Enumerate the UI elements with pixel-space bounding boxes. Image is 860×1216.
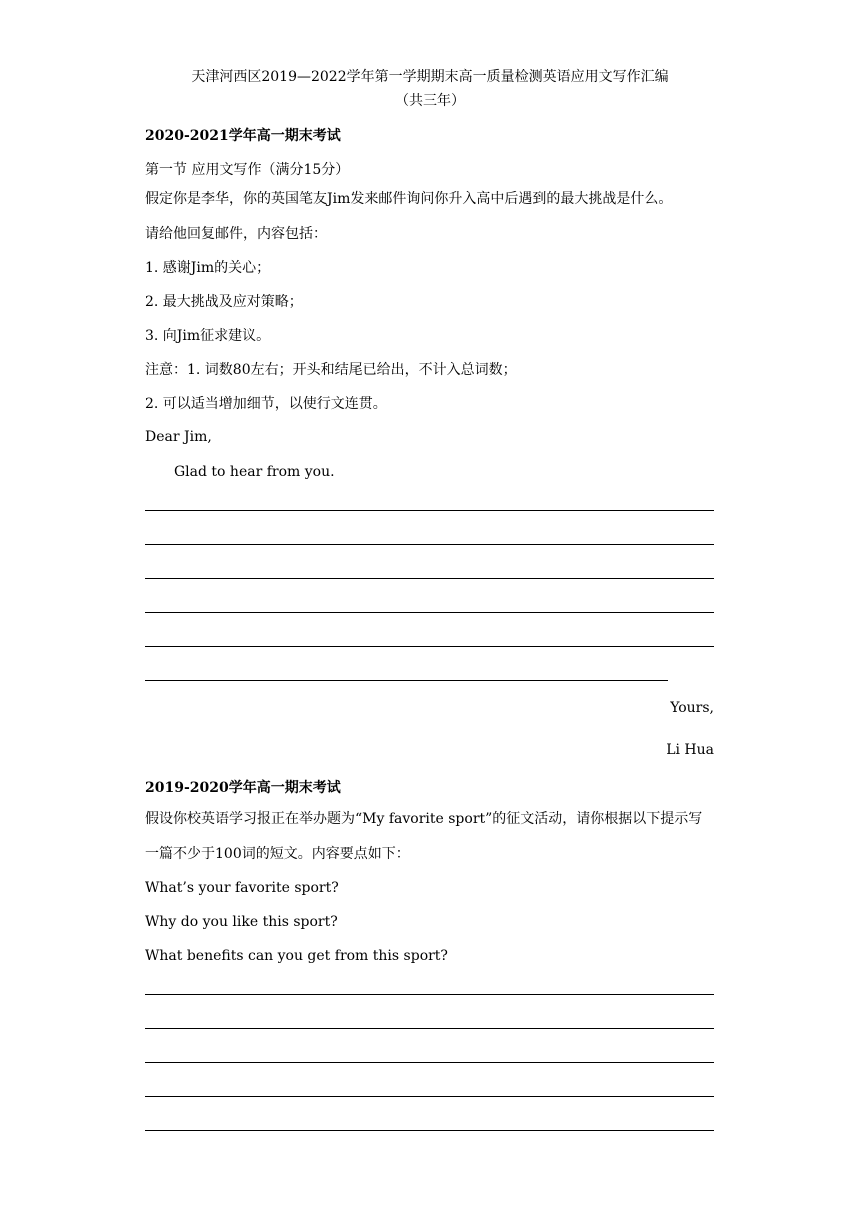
signature: Li Hua [666, 742, 714, 758]
section1-instruction: 请给他回复邮件，内容包括： [145, 226, 327, 242]
note-2: 2. 可以适当增加细节，以使行文连贯。 [145, 396, 387, 412]
salutation: Dear Jim, [145, 429, 212, 445]
section1-heading: 2020-2021学年高一期末考试 [145, 128, 341, 144]
answer-line [145, 680, 668, 681]
section2-heading: 2019-2020学年高一期末考试 [145, 780, 341, 796]
answer-line [145, 1130, 714, 1131]
section2-prompt-line1: 假设你校英语学习报正在举办题为“My favorite sport”的征文活动，请你根据以下提示写 [145, 811, 703, 827]
question-3: What benefits can you get from this sport? [145, 948, 448, 964]
answer-line [145, 646, 714, 647]
section2-prompt-line2: 一篇不少于100词的短文。内容要点如下： [145, 846, 410, 862]
answer-line [145, 544, 714, 545]
point-3: 3. 向Jim征求建议。 [145, 328, 271, 344]
answer-line [145, 510, 714, 511]
answer-line [145, 1062, 714, 1063]
document-title: 天津河西区2019—2022学年第一学期期末高一质量检测英语应用文写作汇编 [191, 69, 669, 85]
answer-line [145, 612, 714, 613]
closing: Yours, [670, 700, 714, 716]
point-1: 1. 感谢Jim的关心； [145, 260, 271, 276]
note-1: 注意：1. 词数80左右；开头和结尾已给出，不计入总词数； [145, 362, 517, 378]
answer-line [145, 1096, 714, 1097]
answer-line [145, 994, 714, 995]
opening-line: Glad to hear from you. [174, 464, 335, 480]
answer-line [145, 1028, 714, 1029]
question-2: Why do you like this sport? [145, 914, 338, 930]
section1-prompt: 假定你是李华，你的英国笔友Jim发来邮件询问你升入高中后遇到的最大挑战是什么。 [145, 191, 673, 207]
point-2: 2. 最大挑战及应对策略； [145, 294, 303, 310]
section1-subheading: 第一节 应用文写作（满分15分） [145, 162, 350, 178]
document-subtitle: （共三年） [395, 93, 465, 109]
question-1: What’s your favorite sport? [145, 880, 339, 896]
answer-line [145, 578, 714, 579]
